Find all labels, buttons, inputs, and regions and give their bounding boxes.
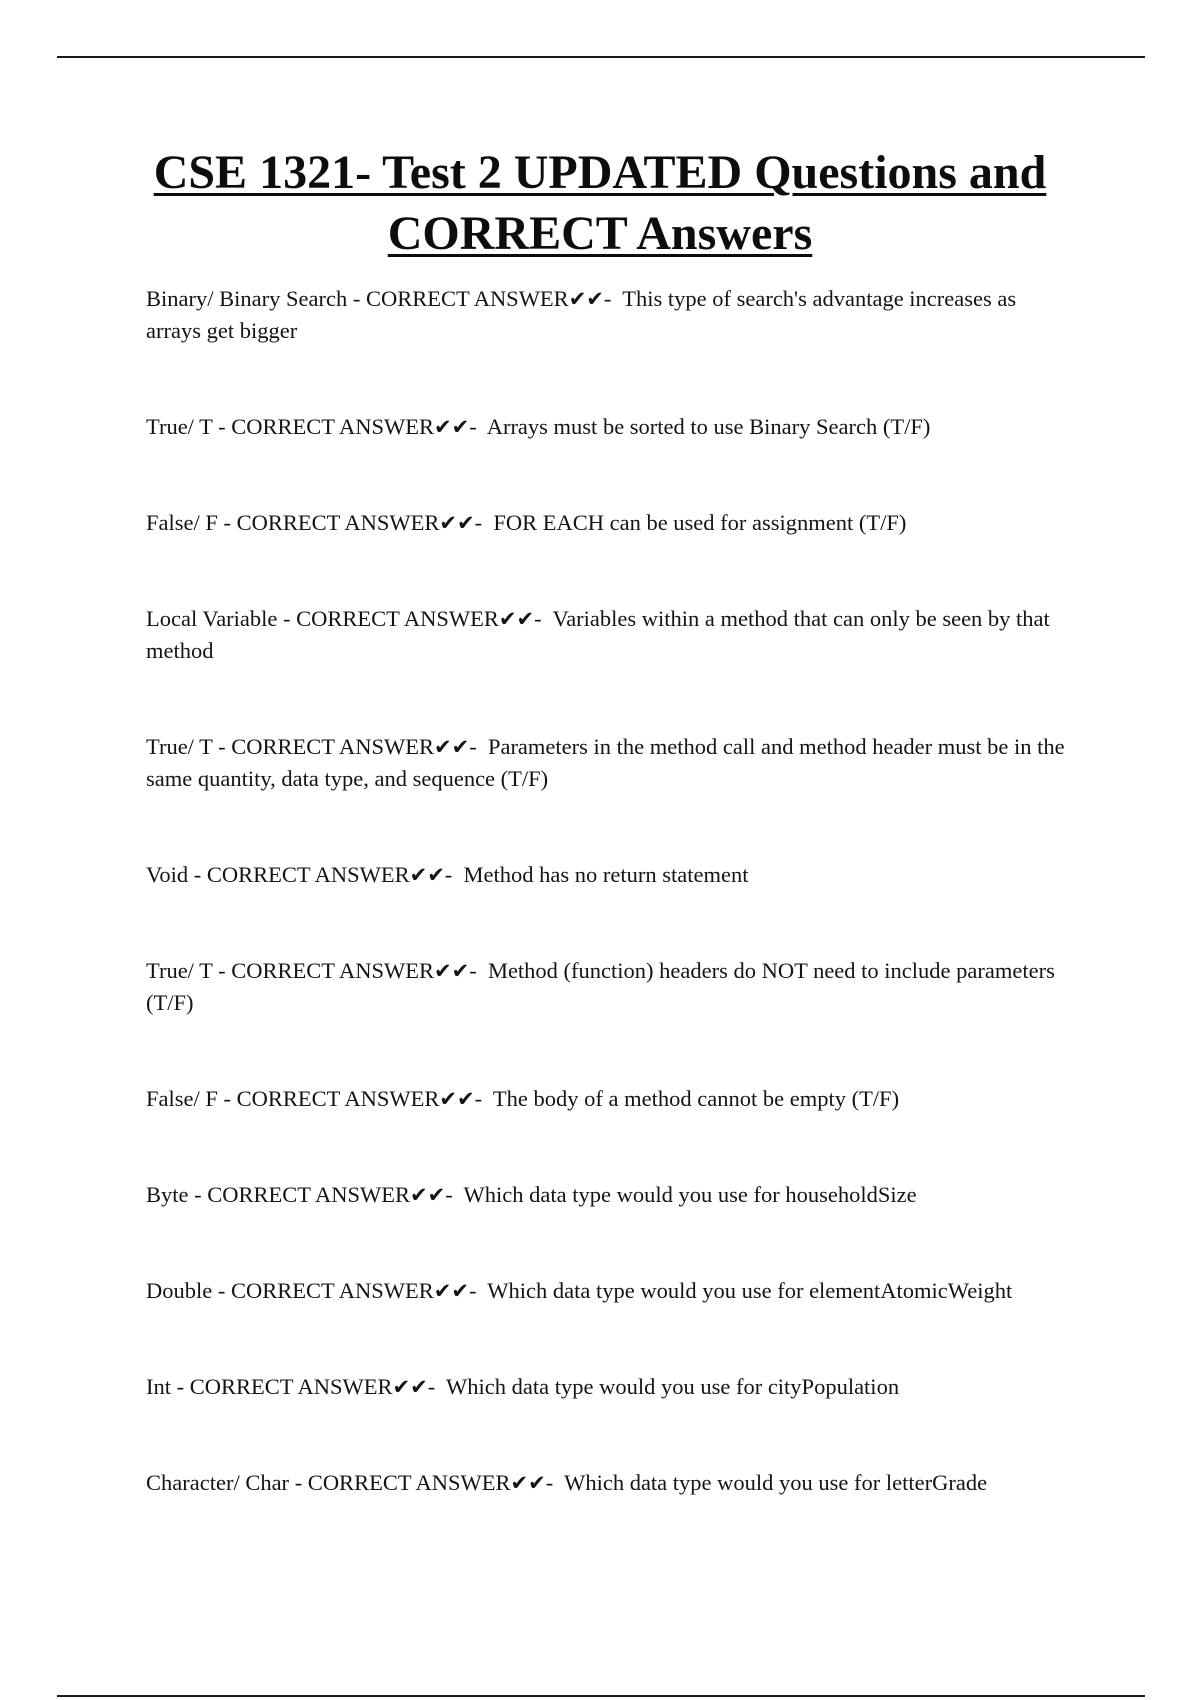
answer-marker: - CORRECT ANSWER xyxy=(352,286,569,311)
entry-separator: - xyxy=(534,606,542,631)
answer-marker: - CORRECT ANSWER xyxy=(194,1182,410,1207)
entry-term: Double xyxy=(146,1278,213,1303)
qa-list xyxy=(146,283,1066,1563)
answer-marker: - CORRECT ANSWER xyxy=(218,734,434,759)
entry-separator: - xyxy=(474,510,483,535)
answer-marker: - CORRECT ANSWER xyxy=(218,414,434,439)
entry-definition: Method (function) headers do NOT need to include parameters (T/F) xyxy=(146,958,1055,1015)
double-check-icon: ✔✔ xyxy=(433,959,470,983)
double-check-icon: ✔✔ xyxy=(433,735,470,759)
entry-definition: Which data type would you use for elementAtomicWeight xyxy=(487,1278,1013,1303)
entry-separator: - xyxy=(444,862,453,887)
double-check-icon: ✔✔ xyxy=(392,1375,428,1399)
entry-term: Byte xyxy=(146,1182,189,1207)
entry-separator: - xyxy=(603,286,612,311)
entry-definition: Parameters in the method call and method header must be in the same quantity, data type, and sequence (T/F) xyxy=(146,734,1065,791)
answer-marker: - CORRECT ANSWER xyxy=(193,862,410,887)
double-check-icon: ✔✔ xyxy=(409,863,445,887)
entry-term: False/ F xyxy=(146,1086,218,1111)
double-check-icon: ✔✔ xyxy=(409,1183,446,1207)
double-check-icon: ✔✔ xyxy=(439,1087,475,1111)
answer-marker: - CORRECT ANSWER xyxy=(223,1086,440,1111)
double-check-icon: ✔✔ xyxy=(498,607,535,631)
qa-entry xyxy=(146,411,1066,443)
qa-entry xyxy=(146,731,1066,795)
answer-marker: - CORRECT ANSWER xyxy=(218,958,434,983)
qa-entry xyxy=(146,1371,1066,1403)
entry-separator: - xyxy=(545,1470,554,1495)
answer-marker: - CORRECT ANSWER xyxy=(223,510,440,535)
entry-term: Binary/ Binary Search xyxy=(146,286,348,311)
entry-separator: - xyxy=(427,1374,436,1399)
entry-definition: Variables within a method that can only be seen by that method xyxy=(146,606,1050,663)
entry-separator: - xyxy=(469,414,477,439)
entry-definition: FOR EACH can be used for assignment (T/F) xyxy=(493,510,907,535)
entry-separator: - xyxy=(469,958,477,983)
answer-marker: - CORRECT ANSWER xyxy=(176,1374,393,1399)
qa-entry xyxy=(146,1179,1066,1211)
answer-marker: - CORRECT ANSWER xyxy=(217,1278,434,1303)
top-rule xyxy=(57,56,1145,58)
entry-term: True/ T xyxy=(146,734,213,759)
entry-term: True/ T xyxy=(146,958,213,983)
entry-term: Void xyxy=(146,862,189,887)
entry-term: Character/ Char xyxy=(146,1470,290,1495)
bottom-rule xyxy=(57,1695,1145,1697)
entry-separator: - xyxy=(469,734,477,759)
entry-separator: - xyxy=(445,1182,453,1207)
entry-definition: The body of a method cannot be empty (T/F) xyxy=(492,1086,900,1111)
double-check-icon: ✔✔ xyxy=(568,287,604,311)
answer-marker: - CORRECT ANSWER xyxy=(283,606,499,631)
qa-entry xyxy=(146,603,1066,667)
double-check-icon: ✔✔ xyxy=(510,1471,546,1495)
entry-definition: Which data type would you use for letterGrade xyxy=(564,1470,988,1495)
double-check-icon: ✔✔ xyxy=(433,1279,469,1303)
entry-separator: - xyxy=(474,1086,483,1111)
entry-term: True/ T xyxy=(146,414,213,439)
qa-entry xyxy=(146,1467,1066,1499)
double-check-icon: ✔✔ xyxy=(433,415,470,439)
entry-term: False/ F xyxy=(146,510,218,535)
entry-definition: Method has no return statement xyxy=(463,862,749,887)
entry-term: Local Variable xyxy=(146,606,278,631)
document-title: CSE 1321- Test 2 UPDATED Questions and CORRECT Answers xyxy=(153,146,1047,260)
qa-entry xyxy=(146,955,1066,1019)
qa-entry xyxy=(146,1275,1066,1307)
qa-entry xyxy=(146,1083,1066,1115)
double-check-icon: ✔✔ xyxy=(439,511,475,535)
entry-term: Int xyxy=(146,1374,171,1399)
entry-definition: Arrays must be sorted to use Binary Search (T/F) xyxy=(486,414,931,439)
entry-definition: Which data type would you use for cityPopulation xyxy=(446,1374,900,1399)
entry-separator: - xyxy=(468,1278,477,1303)
qa-entry xyxy=(146,507,1066,539)
answer-marker: - CORRECT ANSWER xyxy=(294,1470,511,1495)
entry-definition: This type of search's advantage increases as arrays get bigger xyxy=(146,286,1017,343)
entry-definition: Which data type would you use for householdSize xyxy=(463,1182,917,1207)
qa-entry xyxy=(146,283,1066,347)
qa-entry xyxy=(146,859,1066,891)
